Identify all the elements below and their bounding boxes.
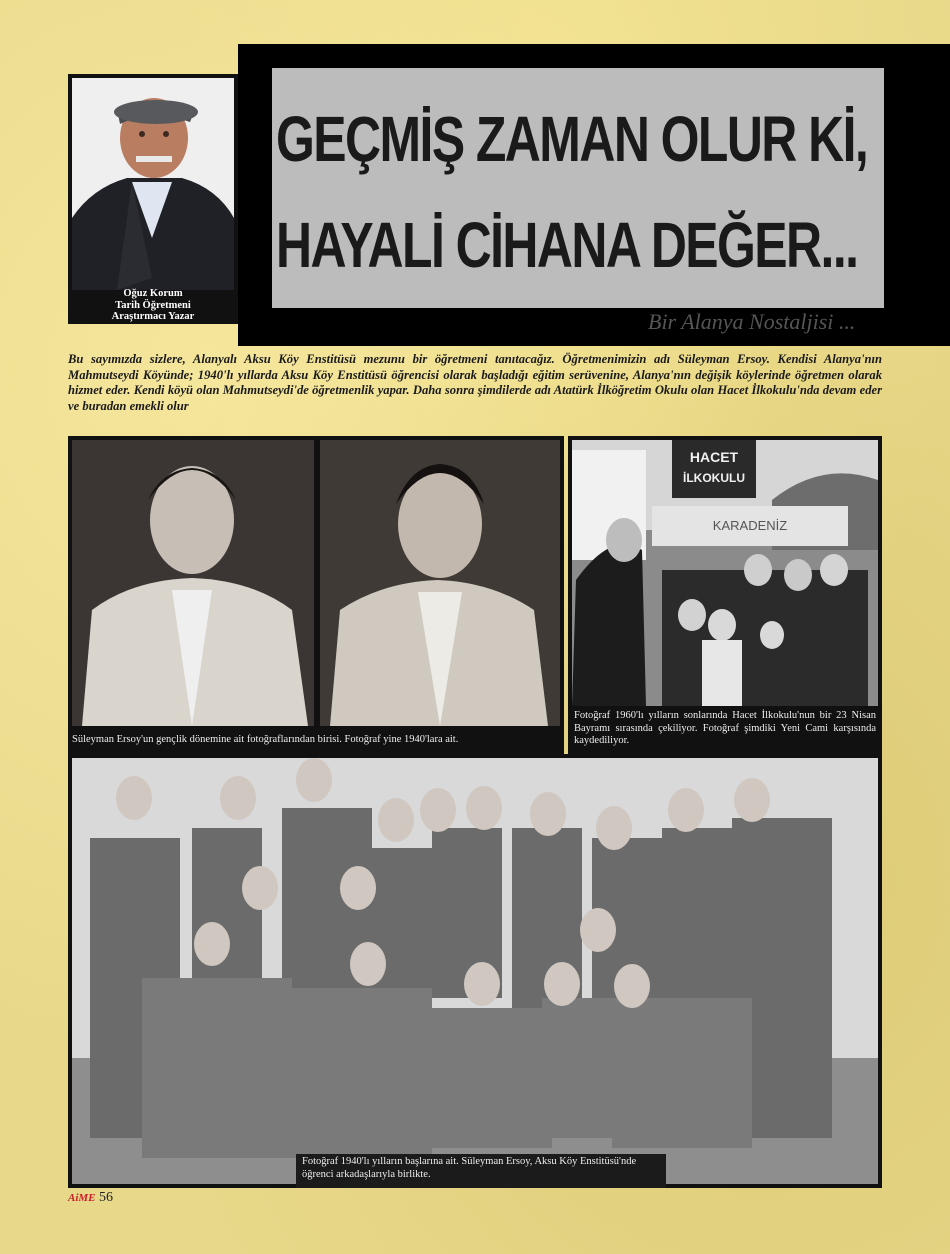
portraits-photo [72,440,560,726]
group-photo [72,758,878,1184]
school-sign-3: KARADENİZ [712,518,788,533]
headline-panel [272,68,884,308]
page-number: 56 [99,1190,114,1205]
intro-paragraph: Bu sayımızda sizlere, Alanyalı Aksu Köy Enstitüsü mezunu bir öğretmeni tanıtacağız. Öğretmenimizin adı Süleyman Ersoy. Kendisi Alanya'nın Mahmutseydi Köyünde; 1940'lı yıllarda Aksu Köy Enstitüsü öğrencisi olarak başladığı eğitim serüvenine, Alanya'nın değişik köylerinde öğretmen olarak hizmet eder. Kendi köyü olan Mahmutseydi'de öğretmenlik yapar. Daha sonra şimdilerde adı Atatürk İlköğretim Okulu olan Hacet İlkokulu'nda devam eder ve buradan emekli olur [68,352,882,413]
portraits-photo-frame [68,436,564,754]
brand-logo: AiME [68,1192,96,1204]
school-caption: Fotoğraf 1960'lı yılların sonlarında Hacet İlkokulu'nun bir 23 Nisan Bayramı sırasında çekiliyor. Fotoğraf şimdiki Yeni Cami karşısında kaydediliyor. [574,710,876,746]
headline-block [238,44,950,346]
headline-subtitle: Bir Alanya Nostaljisi ... [648,309,856,334]
group-photo-frame [68,754,882,1188]
author-title: Tarih Öğretmeni [115,299,191,311]
author-photo [72,78,234,290]
school-sign-1: HACET [689,449,739,465]
author-caption [68,288,238,323]
school-photo [572,440,878,706]
author-role: Araştırmacı Yazar [111,311,195,322]
headline-line-1: GEÇMİŞ ZAMAN OLUR Kİ, [276,103,868,175]
author-name: Oğuz Korum [123,288,183,299]
author-box [68,74,238,324]
page-footer [68,1190,113,1206]
school-sign-2: İLKOKULU [683,471,745,485]
school-photo-frame [568,436,882,754]
portraits-caption: Süleyman Ersoy'un gençlik dönemine ait fotoğraflarından birisi. Fotoğraf yine 1940'lara ait. [72,734,459,745]
group-caption: Fotoğraf 1940'lı yılların başlarına ait. Süleyman Ersoy, Aksu Köy Enstitüsü'nde öğrenci arkadaşlarıyla birlikte. [296,1154,666,1188]
headline-line-2: HAYALİ CİHANA DEĞER... [276,209,858,281]
